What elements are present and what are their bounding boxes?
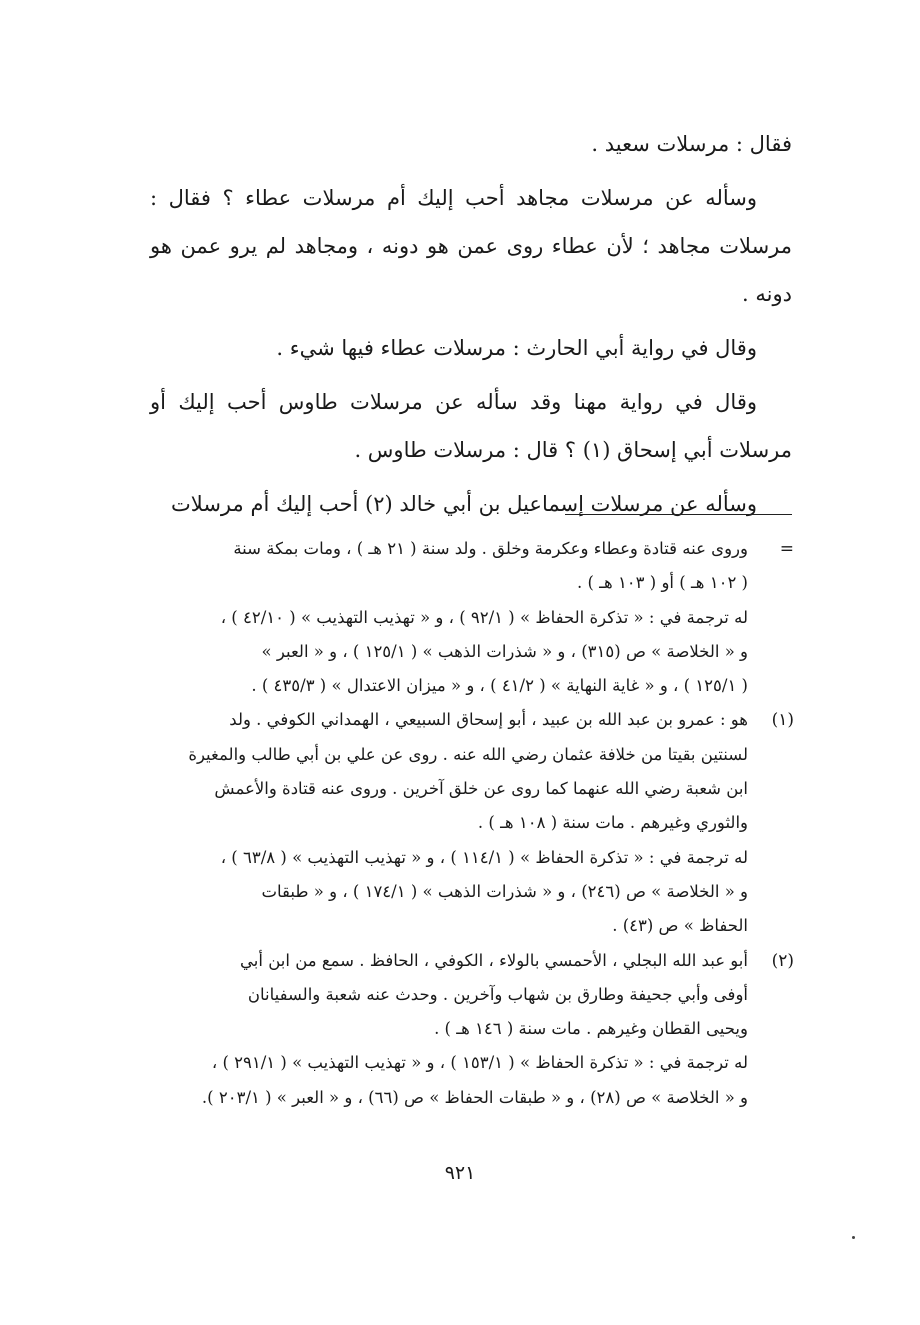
footnote-line: له ترجمة في : « تذكرة الحفاظ » ( ٩٢/١ ) ، و « تهذيب التهذيب » ( ٤٢/١٠ ) ، (220, 607, 748, 627)
footnote-1 (148, 703, 794, 943)
footnote-marker: (٢) (771, 950, 794, 971)
page-number: ٩٢١ (444, 1162, 476, 1184)
footnote-marker: = (779, 539, 794, 559)
footnote-line: و « الخلاصة » ص (٢٤٦) ، و « شذرات الذهب » ( ١٧٤/١ ) ، و « طبقات (261, 881, 748, 901)
footnote-separator (565, 514, 792, 515)
paragraph-1: فقال : مرسلات سعيد . (591, 132, 792, 156)
paragraph-2: وسأله عن مرسلات مجاهد أحب إليك أم مرسلات عطاء ؟ فقال : مرسلات مجاهد ؛ لأن عطاء روى عمن هو دونه ، ومجاهد لم يرو عمن هو دونه . (150, 186, 792, 306)
footnote-marker: (١) (771, 710, 794, 731)
footnote-line: و « الخلاصة » ص (٢٨) ، و « طبقات الحفاظ » ص (٦٦) ، و « العبر » ( ٢٠٣/١ ). (201, 1087, 748, 1107)
footnotes-block (148, 532, 794, 1115)
footnote-line: ( ١٠٢ هـ ) أو ( ١٠٣ هـ ) . (576, 573, 748, 593)
scan-speck (852, 1236, 855, 1239)
footnote-line: الحفاظ » ص (٤٣) . (612, 916, 748, 936)
footnote-line: و « الخلاصة » ص (٣١٥) ، و « شذرات الذهب » ( ١٢٥/١ ) ، و « العبر » (261, 641, 748, 661)
footnote-line: هو : عمرو بن عبد الله بن عبيد ، أبو إسحاق السبيعي ، الهمداني الكوفي . ولد (229, 710, 748, 730)
footnote-continued (148, 532, 794, 703)
paragraph-5: وسأله عن مرسلات إسماعيل بن أبي خالد (٢) أحب إليك أم مرسلات (171, 492, 757, 516)
paragraph-3: وقال في رواية أبي الحارث : مرسلات عطاء فيها شيء . (276, 336, 757, 360)
paragraph-4: وقال في رواية مهنا وقد سأله عن مرسلات طاوس أحب إليك أو مرسلات أبي إسحاق (١) ؟ قال : مرسلات طاوس . (150, 390, 792, 462)
footnote-line: أبو عبد الله البجلي ، الأحمسي بالولاء ، الكوفي ، الحافظ . سمع من ابن أبي (240, 950, 748, 970)
footnote-2 (148, 944, 794, 1115)
footnote-line: وروى عنه قتادة وعطاء وعكرمة وخلق . ولد سنة ( ٢١ هـ ) ، ومات بمكة سنة (233, 539, 748, 558)
main-text-block (150, 120, 792, 528)
footnote-line: له ترجمة في : « تذكرة الحفاظ » ( ١٥٣/١ ) ، و « تهذيب التهذيب » ( ٢٩١/١ ) ، (211, 1053, 748, 1073)
footnote-line: ( ١٢٥/١ ) ، و « غاية النهاية » ( ٤١/٢ ) ، و « ميزان الاعتدال » ( ٤٣٥/٣ ) . (251, 676, 748, 696)
footnote-line: والثوري وغيرهم . مات سنة ( ١٠٨ هـ ) . (477, 813, 748, 833)
footnote-line: له ترجمة في : « تذكرة الحفاظ » ( ١١٤/١ ) ، و « تهذيب التهذيب » ( ٦٣/٨ ) ، (220, 847, 748, 867)
footnote-line: ويحيى القطان وغيرهم . مات سنة ( ١٤٦ هـ ) . (434, 1019, 748, 1039)
footnote-line: أوفى وأبي جحيفة وطارق بن شهاب وآخرين . وحدث عنه شعبة والسفيانان (247, 984, 748, 1004)
footnote-line: ابن شعبة رضي الله عنهما كما روى عن خلق آخرين . وروى عنه قتادة والأعمش (214, 779, 748, 799)
footnote-line: لسنتين بقيتا من خلافة عثمان رضي الله عنه . روى عن علي بن أبي طالب والمغيرة (188, 744, 748, 764)
